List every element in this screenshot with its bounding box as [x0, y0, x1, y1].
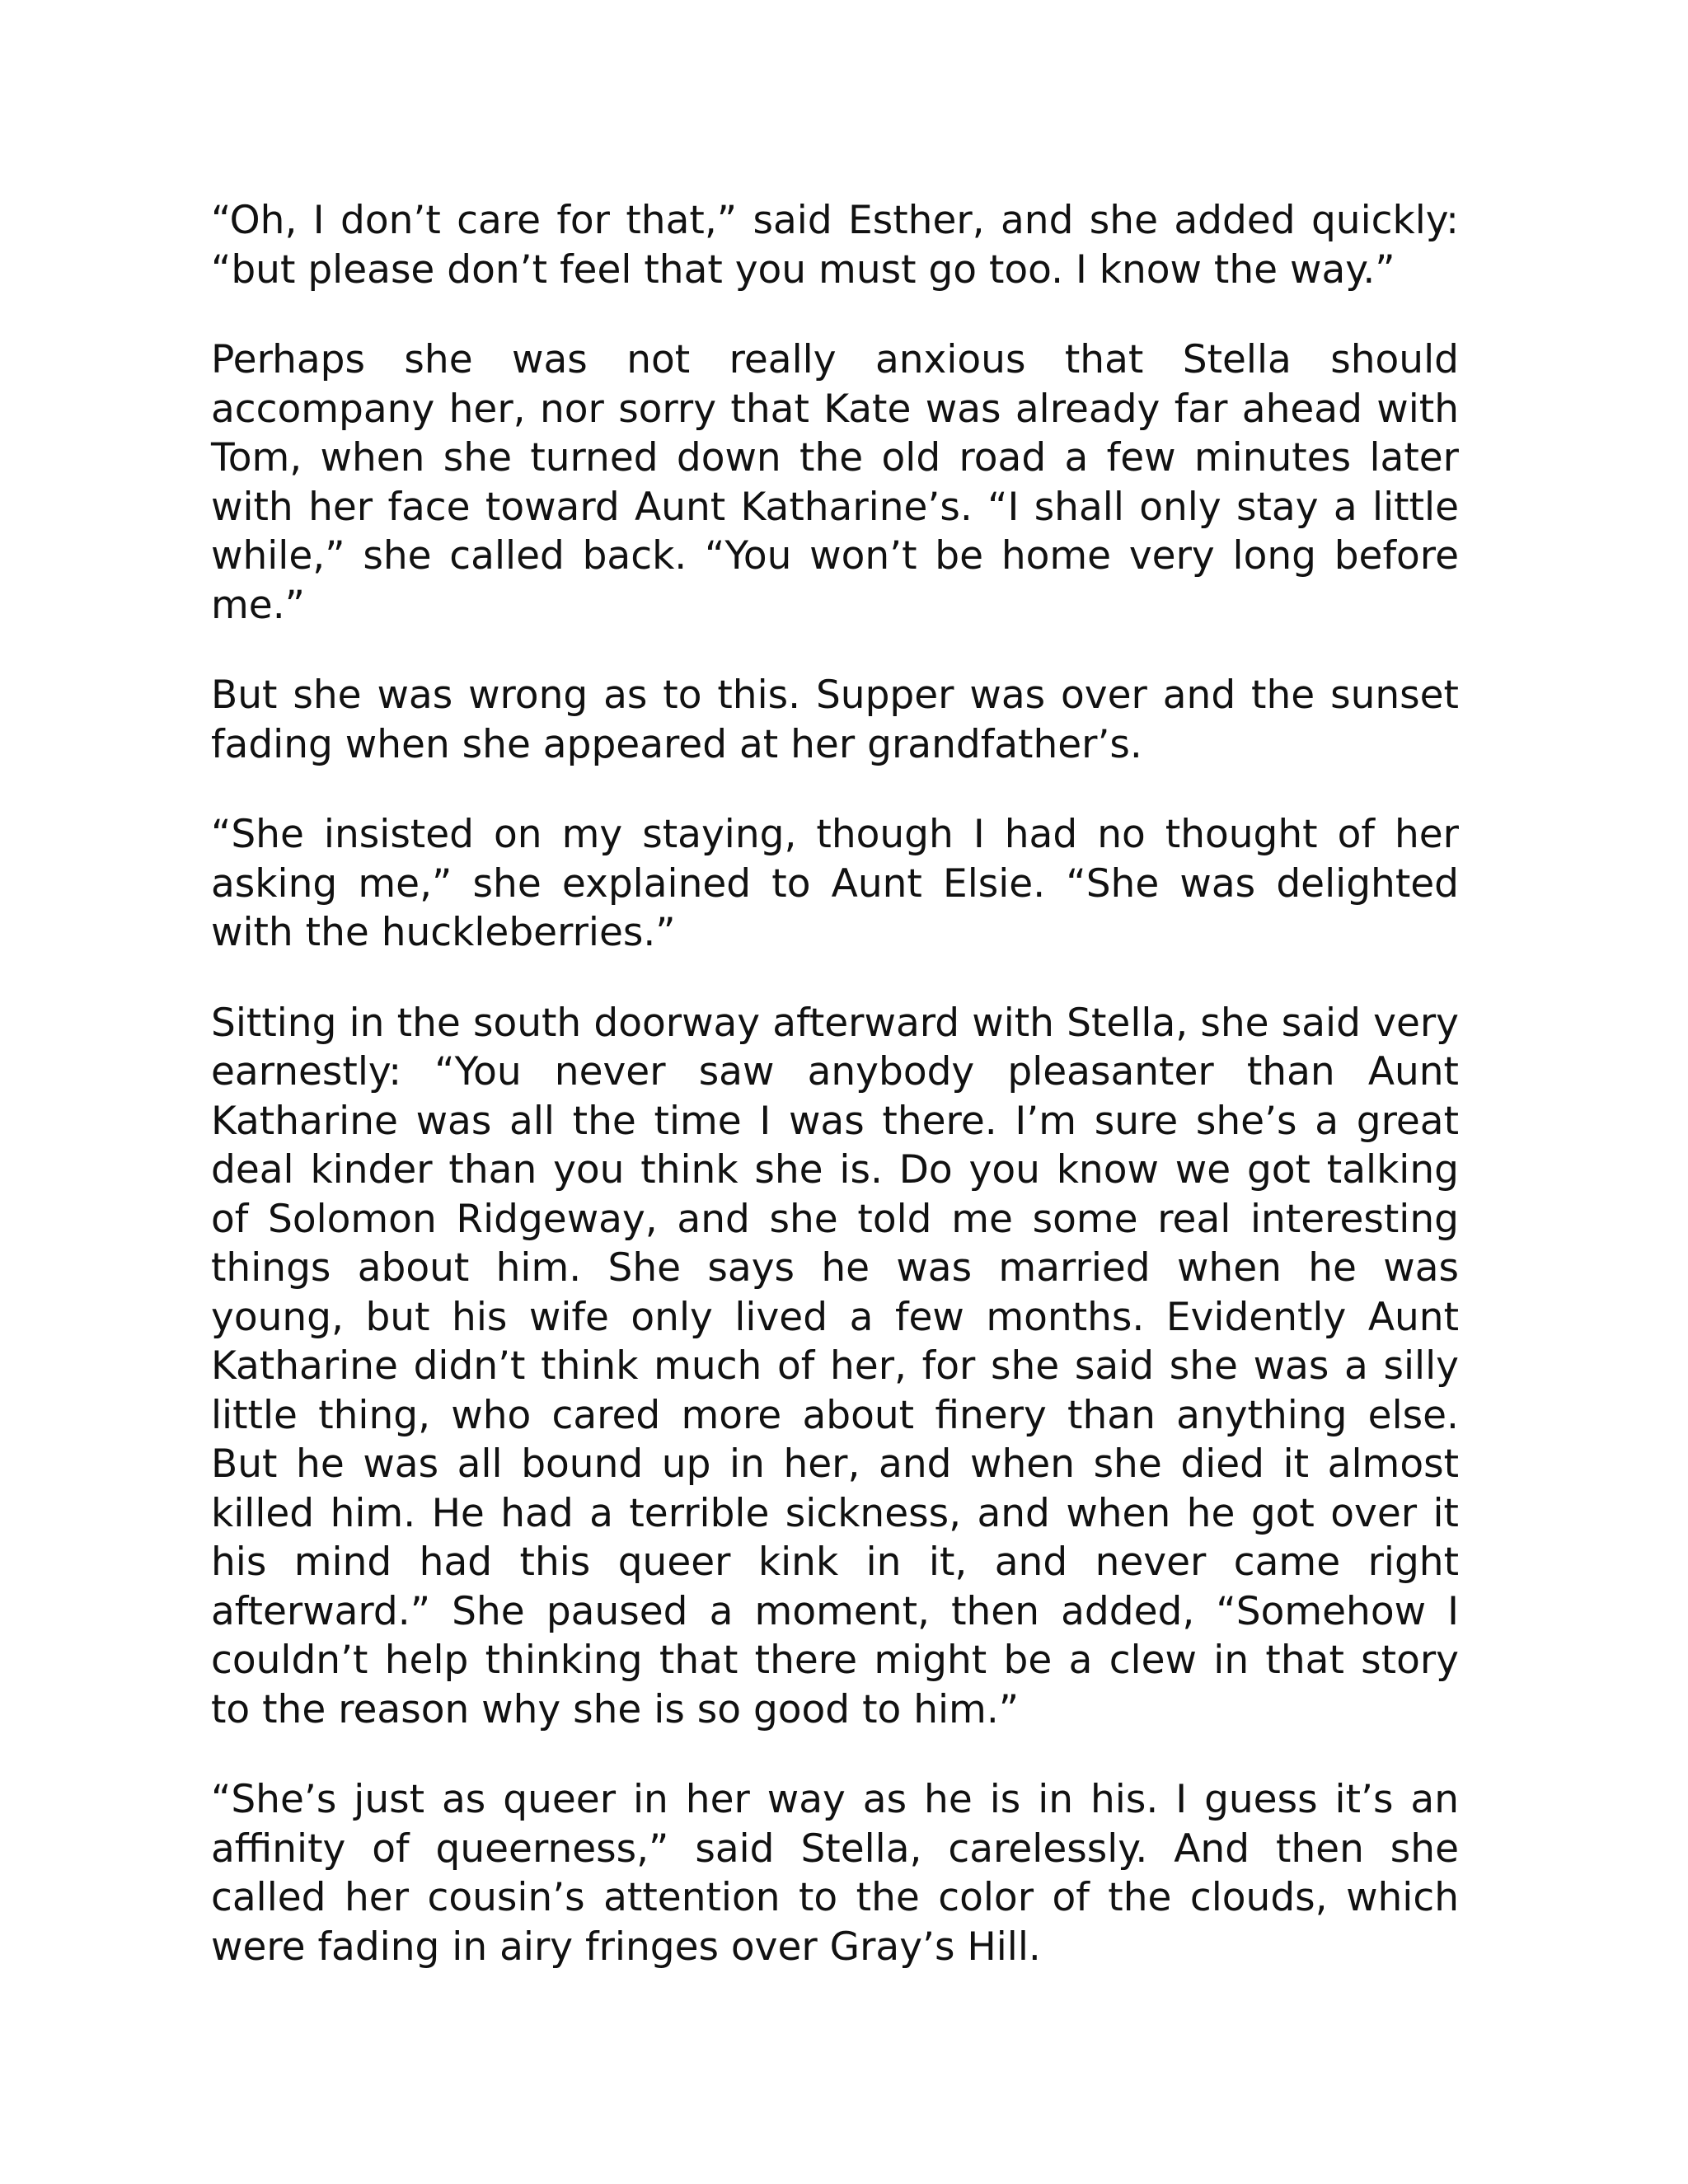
paragraph-3: But she was wrong as to this. Supper was over and the sunset fading when she appeared at her grandfather’s.	[211, 673, 1459, 767]
paragraph-6: “She’s just as queer in her way as he is in his. I guess it’s an affinity of queerness,” said Stella, carelessly. And then she called her cousin’s attention to the color of the clouds, which were fading in airy fringes over Gray’s Hill.	[211, 1777, 1459, 1970]
paragraph-5: Sitting in the south doorway afterward with Stella, she said very earnestly: “You never saw anybody pleasanter than Aunt Katharine was all the time I was there. I’m sure she’s a great deal kinder than you think she is. Do you know we got talking of Solomon Ridgeway, and she told me some real interesting things about him. She says he was married when he was young, but his wife only lived a few months. Evidently Aunt Katharine didn’t think much of her, for she said she was a silly little thing, who cared more about finery than anything else. But he was all bound up in her, and when she died it almost killed him. He had a terrible sickness, and when he got over it his mind had this queer kink in it, and never came right afterward.” She paused a moment, then added, “Somehow I couldn’t help thinking that there might be a clew in that story to the reason why she is so good to him.”	[211, 1000, 1459, 1732]
paragraph-2: Perhaps she was not really anxious that Stella should accompany her, nor sorry that Kate was already far ahead with Tom, when she turned down the old road a few minutes later with her face toward Aunt Katharine’s. “I shall only stay a little while,” she called back. “You won’t be home very long before me.”	[211, 337, 1459, 628]
paragraph-1: “Oh, I don’t care for that,” said Esther, and she added quickly: “but please don’t feel that you must go too. I know the way.”	[211, 198, 1459, 293]
body-text	[211, 196, 1459, 2013]
paragraph-4: “She insisted on my staying, though I had no thought of her asking me,” she explained to Aunt Elsie. “She was delighted with the huckleberries.”	[211, 812, 1459, 955]
